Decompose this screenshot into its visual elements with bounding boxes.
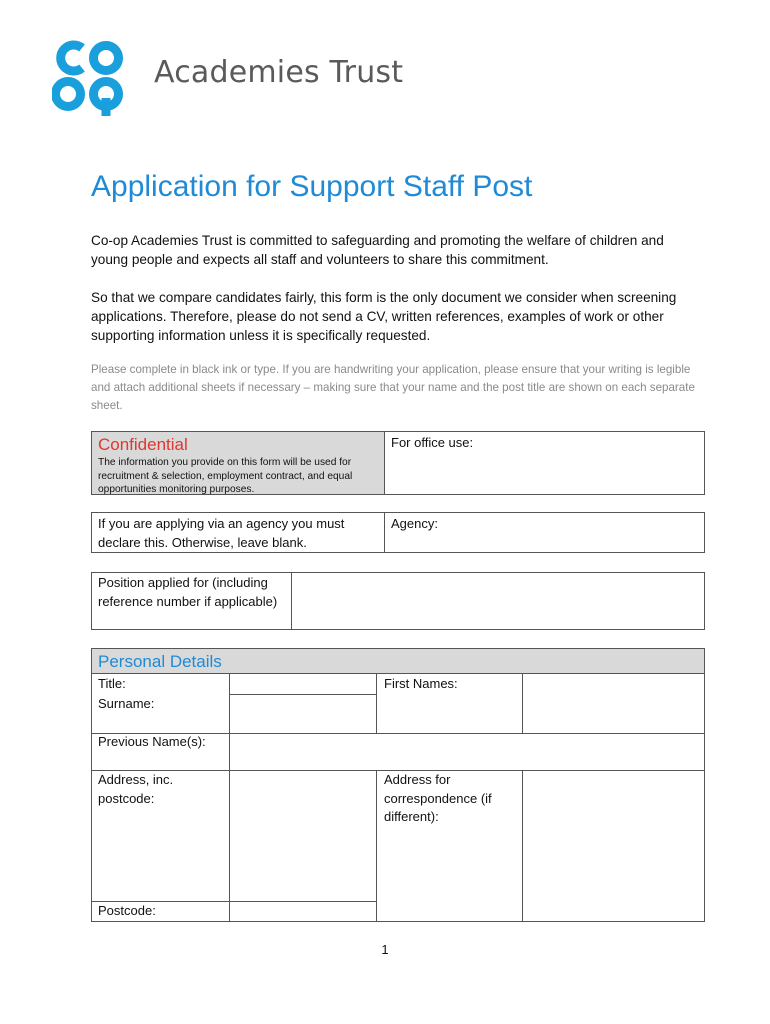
address-field[interactable] [230, 771, 376, 901]
address-label: Address, inc. postcode: [98, 772, 174, 806]
agency-label: Agency: [391, 516, 438, 531]
title-label: Title: [98, 676, 126, 691]
position-label: Position applied for (including reference number if applicable) [98, 575, 278, 609]
personal-details-header [92, 649, 704, 674]
postcode-field[interactable] [230, 902, 376, 921]
brand-name: Academies Trust [154, 55, 404, 90]
office-use-cell [385, 432, 704, 494]
position-label-cell [92, 573, 292, 629]
divider [376, 674, 377, 733]
page-title: Application for Support Staff Post [91, 170, 533, 203]
page-number: 1 [381, 942, 389, 957]
first-names-field[interactable] [523, 674, 704, 733]
agency-declaration-cell [92, 513, 385, 552]
postcode-label: Postcode: [98, 903, 156, 918]
previous-names-label: Previous Name(s): [98, 734, 206, 749]
surname-field[interactable] [230, 695, 376, 733]
personal-details-title: Personal Details [98, 652, 222, 671]
divider [376, 770, 377, 921]
instructions-note: Please complete in black ink or type. If you are handwriting your application, please ensure that your writing is legible and attach additional sheets if necessary – making sure that your name and the post title are shown on each separate sheet. [91, 363, 695, 412]
correspondence-address-label: Address for correspondence (if different): [384, 772, 492, 824]
position-field[interactable] [293, 573, 704, 629]
agency-field[interactable] [385, 513, 704, 552]
intro-paragraph-1: Co-op Academies Trust is committed to safeguarding and promoting the welfare of children and young people and expects all staff and volunteers to share this commitment. [91, 233, 664, 267]
title-field[interactable] [230, 674, 376, 694]
confidential-table [91, 431, 705, 495]
surname-label: Surname: [98, 696, 155, 711]
intro-paragraph-2: So that we compare candidates fairly, this form is the only document we consider when screening applications. Therefore, please do not send a CV, written references, examples of work or other supporting information unless it is specifically requested. [91, 290, 677, 343]
first-names-label: First Names: [384, 676, 458, 691]
correspondence-address-field[interactable] [523, 771, 704, 921]
office-use-label: For office use: [391, 435, 474, 450]
position-table [91, 572, 705, 630]
agency-declaration-label: If you are applying via an agency you must declare this. Otherwise, leave blank. [98, 516, 345, 550]
personal-details-table [91, 648, 705, 922]
confidential-text: The information you provide on this form will be used for recruitment & selection, employment contract, and equal opportunities monitoring purposes. [98, 457, 353, 495]
previous-names-field[interactable] [230, 734, 704, 770]
agency-table [91, 512, 705, 553]
coop-logo [52, 38, 124, 116]
confidential-title: Confidential [98, 435, 188, 454]
confidential-cell [92, 432, 385, 494]
